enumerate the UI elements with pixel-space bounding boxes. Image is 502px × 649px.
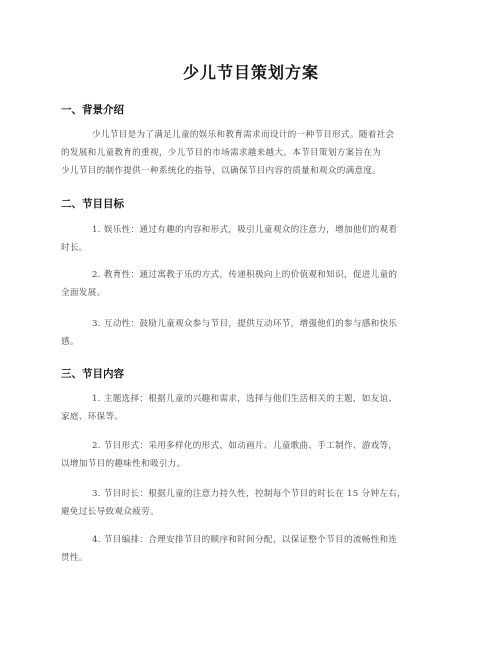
paragraph-line: 的发展和儿童教育的重视，少儿节目的市场需求越来越大。本节目策划方案旨在为: [61, 148, 382, 158]
paragraph-line: 少儿节目的制作提供一种系统化的指导，以确保节目内容的质量和观众的满意度。: [61, 166, 382, 176]
content-item-4: [61, 531, 445, 567]
section-heading-background: 一、背景介绍: [61, 104, 124, 116]
paragraph-line: 避免过长导致观众疲劳。: [61, 507, 159, 517]
goal-item-1: [61, 221, 445, 257]
paragraph-line: 全面发展。: [61, 288, 106, 298]
paragraph-line: 3. 互动性：鼓励儿童观众参与节目，提供互动环节，增强他们的参与感和快乐: [92, 319, 398, 329]
paragraph-line: 2. 教育性：通过寓教于乐的方式，传递积极向上的价值观和知识，促进儿童的: [92, 270, 398, 280]
paragraph-line: 2. 节目形式：采用多样化的形式，如动画片、儿童歌曲、手工制作、游戏等，: [92, 441, 398, 451]
paragraph-background: [61, 126, 445, 180]
document-title: 少儿节目策划方案: [182, 63, 319, 82]
content-item-2: [61, 437, 445, 473]
paragraph-line: 少儿节目是为了满足儿童的娱乐和教育需求而设计的一种节目形式。随着社会: [92, 130, 395, 140]
paragraph-line: 以增加节目的趣味性和吸引力。: [61, 459, 186, 469]
paragraph-line: 1. 娱乐性：通过有趣的内容和形式，吸引儿童观众的注意力，增加他们的观看: [92, 225, 398, 235]
section-heading-content: 三、节目内容: [61, 368, 124, 380]
content-item-1: [61, 390, 445, 426]
paragraph-line: 感。: [61, 337, 79, 347]
paragraph-line: 3. 节目时长：根据儿童的注意力持久性，控制每个节目的时长在 15 分钟左右，: [92, 489, 407, 499]
paragraph-line: 家庭、环保等。: [61, 412, 124, 422]
content-item-3: [61, 485, 445, 521]
section-heading-goals: 二、节目目标: [61, 198, 124, 210]
goal-item-3: [61, 315, 445, 351]
paragraph-line: 4. 节目编排：合理安排节目的顺序和时间分配，以保证整个节目的流畅性和连: [92, 535, 398, 545]
paragraph-line: 1. 主题选择：根据儿童的兴趣和需求，选择与他们生活相关的主题，如友谊、: [92, 394, 398, 404]
paragraph-line: 时长。: [61, 243, 88, 253]
goal-item-2: [61, 266, 445, 302]
paragraph-line: 贯性。: [61, 553, 88, 563]
